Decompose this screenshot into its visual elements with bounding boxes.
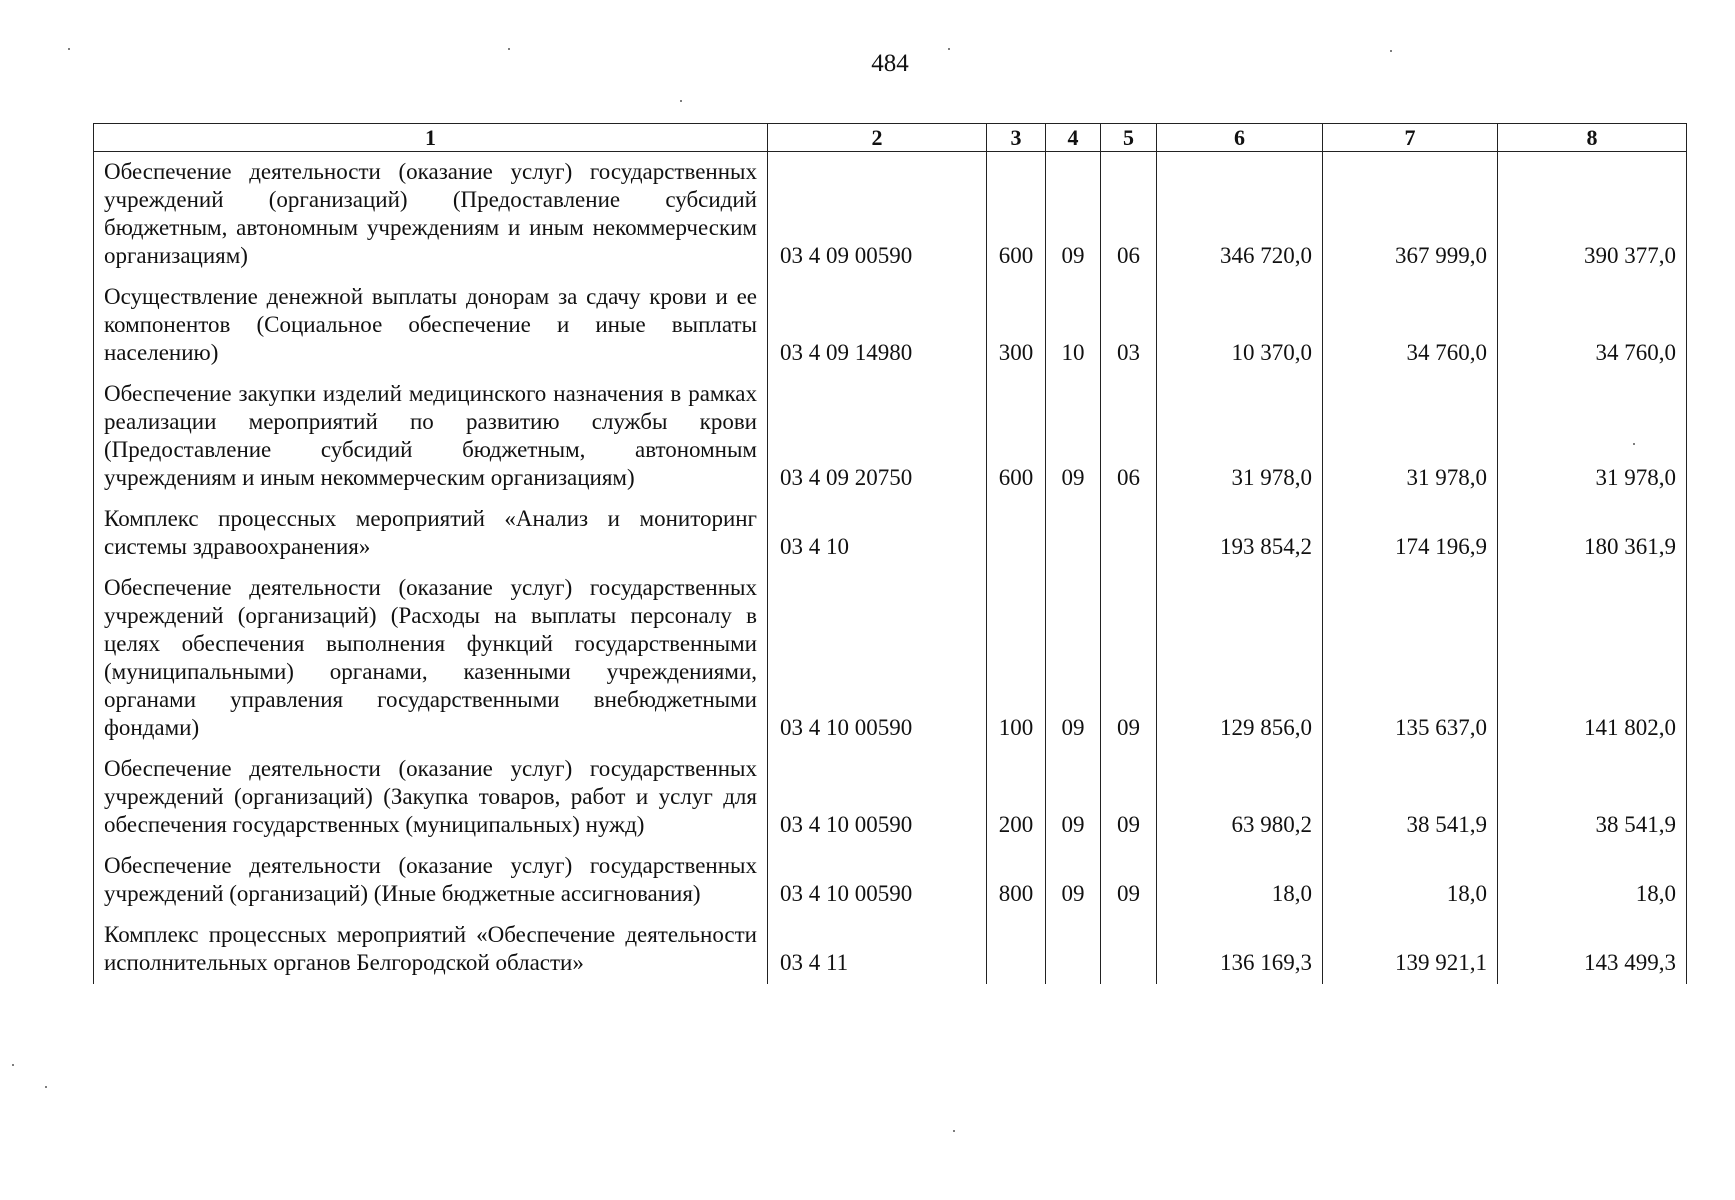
- row-year1: 136 169,3: [1157, 915, 1323, 984]
- row-name: Осуществление денежной выплаты донорам за сдачу крови и ее компонентов (Социальное обеспечение и иные выплаты населению): [94, 277, 768, 374]
- scan-speck: [45, 1086, 47, 1088]
- row-rz: [1046, 499, 1101, 568]
- table-row: [94, 277, 1687, 374]
- scan-speck: [68, 48, 70, 50]
- row-vr: 300: [987, 277, 1046, 374]
- row-vr: 800: [987, 846, 1046, 915]
- row-name: Обеспечение деятельности (оказание услуг) государственных учреждений (организаций) (Предоставление субсидий бюджетным, автономным учреждениям и иным некоммерческим организациям): [94, 152, 768, 278]
- col-header: 5: [1101, 124, 1157, 152]
- row-year1: 63 980,2: [1157, 749, 1323, 846]
- row-csr: 03 4 10 00590: [768, 846, 987, 915]
- table-row: [94, 568, 1687, 749]
- row-rz: 10: [1046, 277, 1101, 374]
- col-header: 1: [94, 124, 768, 152]
- scan-speck: [508, 48, 510, 50]
- row-year3: 180 361,9: [1498, 499, 1687, 568]
- row-year2: 34 760,0: [1323, 277, 1498, 374]
- col-header: 6: [1157, 124, 1323, 152]
- row-vr: 600: [987, 374, 1046, 499]
- row-pr: 09: [1101, 749, 1157, 846]
- row-rz: 09: [1046, 374, 1101, 499]
- row-year3: 390 377,0: [1498, 152, 1687, 278]
- row-year2: 367 999,0: [1323, 152, 1498, 278]
- table-row: [94, 846, 1687, 915]
- col-header: 8: [1498, 124, 1687, 152]
- row-pr: 03: [1101, 277, 1157, 374]
- row-csr: 03 4 11: [768, 915, 987, 984]
- row-name: Обеспечение закупки изделий медицинского назначения в рамках реализации мероприятий по развитию службы крови (Предоставление субсидий бюджетным, автономным учреждениям и иным некоммерческим организациям): [94, 374, 768, 499]
- scan-speck: [953, 1130, 955, 1132]
- row-year2: 135 637,0: [1323, 568, 1498, 749]
- row-csr: 03 4 10 00590: [768, 568, 987, 749]
- scan-speck: [12, 1064, 14, 1066]
- row-pr: 09: [1101, 846, 1157, 915]
- row-year3: 31 978,0: [1498, 374, 1687, 499]
- row-vr: 100: [987, 568, 1046, 749]
- row-year1: 346 720,0: [1157, 152, 1323, 278]
- row-year2: 18,0: [1323, 846, 1498, 915]
- table-row: [94, 499, 1687, 568]
- col-header: 2: [768, 124, 987, 152]
- row-csr: 03 4 09 14980: [768, 277, 987, 374]
- row-year2: 174 196,9: [1323, 499, 1498, 568]
- row-vr: [987, 915, 1046, 984]
- row-name: Обеспечение деятельности (оказание услуг) государственных учреждений (организаций) (Иные бюджетные ассигнования): [94, 846, 768, 915]
- row-vr: [987, 499, 1046, 568]
- row-year2: 31 978,0: [1323, 374, 1498, 499]
- row-name: Обеспечение деятельности (оказание услуг) государственных учреждений (организаций) (Закупка товаров, работ и услуг для обеспечения государственных (муниципальных) нужд): [94, 749, 768, 846]
- row-year1: 10 370,0: [1157, 277, 1323, 374]
- row-year1: 18,0: [1157, 846, 1323, 915]
- page-number: 484: [871, 50, 909, 77]
- scan-speck: [680, 100, 682, 102]
- row-year3: 141 802,0: [1498, 568, 1687, 749]
- row-year3: 143 499,3: [1498, 915, 1687, 984]
- row-rz: 09: [1046, 846, 1101, 915]
- row-year2: 139 921,1: [1323, 915, 1498, 984]
- budget-table: [93, 123, 1687, 984]
- table-row: [94, 374, 1687, 499]
- row-csr: 03 4 10 00590: [768, 749, 987, 846]
- row-rz: 09: [1046, 152, 1101, 278]
- row-name: Обеспечение деятельности (оказание услуг) государственных учреждений (организаций) (Расходы на выплаты персоналу в целях обеспечения выполнения функций государственными (муниципальными) органами, казенными учреждениями, органами управления государственными внебюджетными фондами): [94, 568, 768, 749]
- col-header: 7: [1323, 124, 1498, 152]
- row-year3: 38 541,9: [1498, 749, 1687, 846]
- row-pr: 06: [1101, 374, 1157, 499]
- table-row: [94, 152, 1687, 278]
- row-name: Комплекс процессных мероприятий «Анализ и мониторинг системы здравоохранения»: [94, 499, 768, 568]
- row-pr: [1101, 915, 1157, 984]
- row-csr: 03 4 09 20750: [768, 374, 987, 499]
- table-row: [94, 749, 1687, 846]
- row-csr: 03 4 10: [768, 499, 987, 568]
- row-rz: 09: [1046, 568, 1101, 749]
- scan-speck: [1390, 50, 1392, 52]
- row-year3: 34 760,0: [1498, 277, 1687, 374]
- row-vr: 600: [987, 152, 1046, 278]
- row-year1: 193 854,2: [1157, 499, 1323, 568]
- row-pr: [1101, 499, 1157, 568]
- row-vr: 200: [987, 749, 1046, 846]
- row-rz: 09: [1046, 749, 1101, 846]
- scan-speck: [948, 48, 950, 50]
- header-row: [94, 124, 1687, 152]
- col-header: 4: [1046, 124, 1101, 152]
- row-rz: [1046, 915, 1101, 984]
- row-year2: 38 541,9: [1323, 749, 1498, 846]
- col-header: 3: [987, 124, 1046, 152]
- row-csr: 03 4 09 00590: [768, 152, 987, 278]
- row-year1: 129 856,0: [1157, 568, 1323, 749]
- row-name: Комплекс процессных мероприятий «Обеспечение деятельности исполнительных органов Белгородской области»: [94, 915, 768, 984]
- row-year3: 18,0: [1498, 846, 1687, 915]
- row-year1: 31 978,0: [1157, 374, 1323, 499]
- row-pr: 09: [1101, 568, 1157, 749]
- row-pr: 06: [1101, 152, 1157, 278]
- table-row: [94, 915, 1687, 984]
